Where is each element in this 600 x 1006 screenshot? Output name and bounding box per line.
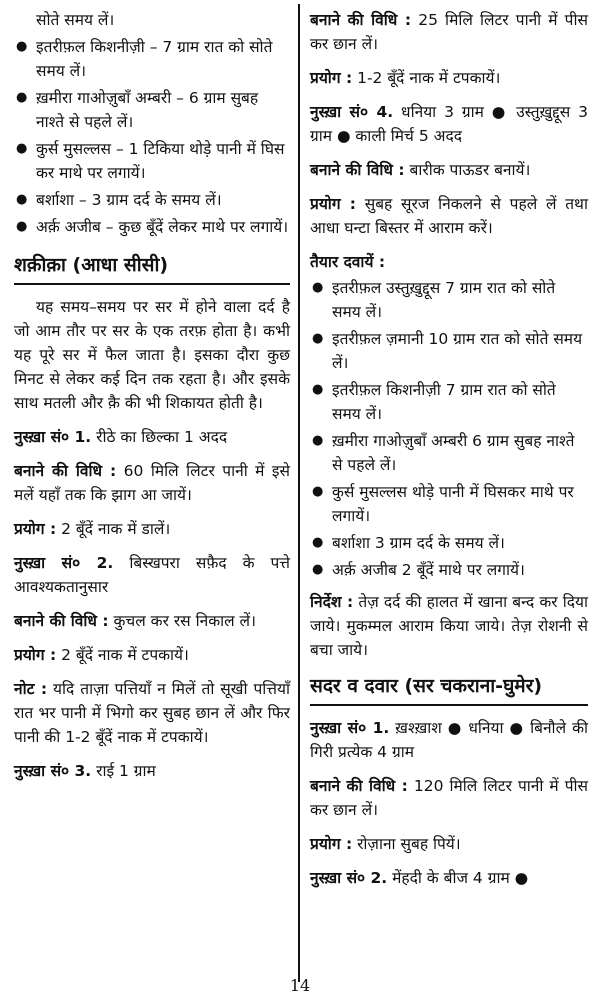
entry-text: तेज़ दर्द की हालत में खाना बन्द कर दिया जाये। मुकम्मल आराम किया जाये। तेज़ रोशनी से बचा जाये। (310, 593, 589, 659)
list-item: ● ख़मीरा गाओज़ुबाँ अम्बरी – 6 ग्राम सुबह नाश्ते से पहले लें। (14, 86, 290, 134)
prescription-entry (310, 66, 588, 90)
entry-text: 60 मिलि लिटर पानी में इसे मलें यहाँ तक कि झाग आ जायें। (14, 462, 290, 504)
prescription-entry (14, 551, 290, 599)
list-item: ● कुर्स मुसल्लस – 1 टिकिया थोड़े पानी में घिस कर माथे पर लगायें। (14, 137, 290, 185)
prescription-entry (14, 609, 290, 633)
prescription-entry (14, 425, 290, 449)
heading-underline (14, 283, 290, 285)
entry-text: 120 मिलि लिटर पानी में पीस कर छान लें। (310, 777, 588, 819)
intro-paragraph: यह समय–समय पर सर में होने वाला दर्द है जो आम तौर पर सर के एक तरफ़ होता है। कभी यह पूरे सर में फैल जाता है। इसका दौरा कुछ मिनट से लेकर कई दिन तक रहता है। और इसके साथ मतली और क़ै की भी शिकायत होती है। (14, 298, 290, 412)
prescription-entry (310, 192, 588, 240)
list-item: ● कुर्स मुसल्लस थोड़े पानी में घिसकर माथे पर लगायें। (310, 480, 588, 528)
entry-text: रोज़ाना सुबह पियें। (352, 835, 461, 853)
prescription-entry (310, 866, 588, 890)
entry-text: कुचल कर रस निकाल लें। (108, 612, 256, 630)
entry-label: नोट : (14, 680, 48, 698)
entry-label: नुस्ख़ा सं० 2. (310, 869, 388, 887)
continued-text: सोते समय लें। (36, 11, 115, 29)
page-number: 14 (289, 976, 311, 995)
entry-label: बनाने की विधि : (310, 161, 405, 179)
list-item: ● अर्क़ अजीब – कुछ बूँदें लेकर माथे पर लगायें। (14, 215, 290, 239)
entry-label: प्रयोग : (14, 646, 57, 664)
entry-text: राई 1 ग्राम (91, 762, 156, 780)
prescription-entry (310, 774, 588, 822)
entry-text: मेंहदी के बीज 4 ग्राम ● (387, 869, 529, 887)
entry-label: नुस्ख़ा सं० 3. (14, 762, 92, 780)
entry-label: नुस्ख़ा सं० 2. (14, 554, 114, 572)
prescription-entry (14, 759, 290, 783)
list-item: ● इतरीफ़ल उस्तुख़ुद्दूस 7 ग्राम रात को सोते समय लें। (310, 276, 588, 324)
entry-label: प्रयोग : (310, 69, 353, 87)
entry-text: बिस्खपरा सफ़ैद के पत्ते आवश्यकतानुसार (14, 554, 290, 596)
section-heading: सदर व दवार (सर चकराना-घुमेर) (310, 675, 543, 697)
prescription-entry (310, 832, 588, 856)
entry-text: रीठे का छिल्का 1 अदद (91, 428, 228, 446)
entry-label: निर्देश : (310, 593, 354, 611)
remedy-list (14, 35, 290, 239)
entry-label: बनाने की विधि : (310, 777, 408, 795)
list-item: ● इतरीफ़ल किशनीज़ी 7 ग्राम रात को सोते समय लें। (310, 378, 588, 426)
entry-text: 2 बूँदें नाक में टपकायें। (56, 646, 189, 664)
prescription-entry (310, 100, 588, 148)
entry-text: 25 मिलि लिटर पानी में पीस कर छान लें। (310, 11, 588, 53)
entry-label: प्रयोग : (310, 195, 356, 213)
entry-text: धनिया 3 ग्राम ● उस्तुख़ुद्दूस 3 ग्राम ● काली मिर्च 5 अदद (310, 103, 588, 145)
ready-medicines-label: तैयार दवायें : (310, 253, 386, 271)
entry-label: बनाने की विधि : (310, 11, 412, 29)
entry-label: नुस्ख़ा सं० 4. (310, 103, 394, 121)
heading-underline (310, 704, 588, 706)
list-item: ● अर्क़ अजीब 2 बूँदें माथे पर लगायें। (310, 558, 588, 582)
entry-text: बारीक पाऊडर बनायें। (404, 161, 531, 179)
entry-label: बनाने की विधि : (14, 462, 117, 480)
entry-label: नुस्ख़ा सं० 1. (310, 719, 390, 737)
prescription-entry (310, 158, 588, 182)
list-item: ● बर्शाशा 3 ग्राम दर्द के समय लें। (310, 531, 588, 555)
prescription-entry (14, 459, 290, 507)
prescription-entry (310, 8, 588, 56)
column-divider (298, 4, 300, 982)
left-column (14, 8, 290, 793)
instruction-entry (310, 590, 588, 662)
list-item: ● ख़मीरा गाओज़ुबाँ अम्बरी 6 ग्राम सुबह नाश्ते से पहले लें। (310, 429, 588, 477)
list-item: ● बर्शाशा – 3 ग्राम दर्द के समय लें। (14, 188, 290, 212)
entry-text: ख़श्ख़ाश ● धनिया ● बिनौले की गिरी प्रत्येक 4 ग्राम (310, 719, 588, 761)
prescription-entry (14, 643, 290, 667)
entry-label: नुस्ख़ा सं० 1. (14, 428, 92, 446)
entry-label: प्रयोग : (14, 520, 57, 538)
entry-text: 1-2 बूँदें नाक में टपकायें। (352, 69, 501, 87)
list-item: ● इतरीफ़ल ज़मानी 10 ग्राम रात को सोते समय लें। (310, 327, 588, 375)
section-heading: शक़ीक़ा (आधा सीसी) (14, 254, 169, 276)
right-column (310, 8, 588, 900)
entry-label: बनाने की विधि : (14, 612, 109, 630)
prescription-entry (14, 517, 290, 541)
ready-medicines-list (310, 276, 588, 582)
entry-text: सुबह सूरज निकलने से पहले लें तथा आधा घन्टा बिस्तर में आराम करें। (310, 195, 588, 237)
list-item: ● इतरीफ़ल किशनीज़ी – 7 ग्राम रात को सोते समय लें। (14, 35, 290, 83)
entry-label: प्रयोग : (310, 835, 353, 853)
note-entry (14, 677, 290, 749)
prescription-entry (310, 716, 588, 764)
entry-text: यदि ताज़ा पत्तियाँ न मिलें तो सूखी पत्तियाँ रात भर पानी में भिगो कर सुबह छान लें और फिर पानी की 1-2 बूँदें नाक में टपकायें। (14, 680, 290, 746)
entry-text: 2 बूँदें नाक में डालें। (56, 520, 171, 538)
